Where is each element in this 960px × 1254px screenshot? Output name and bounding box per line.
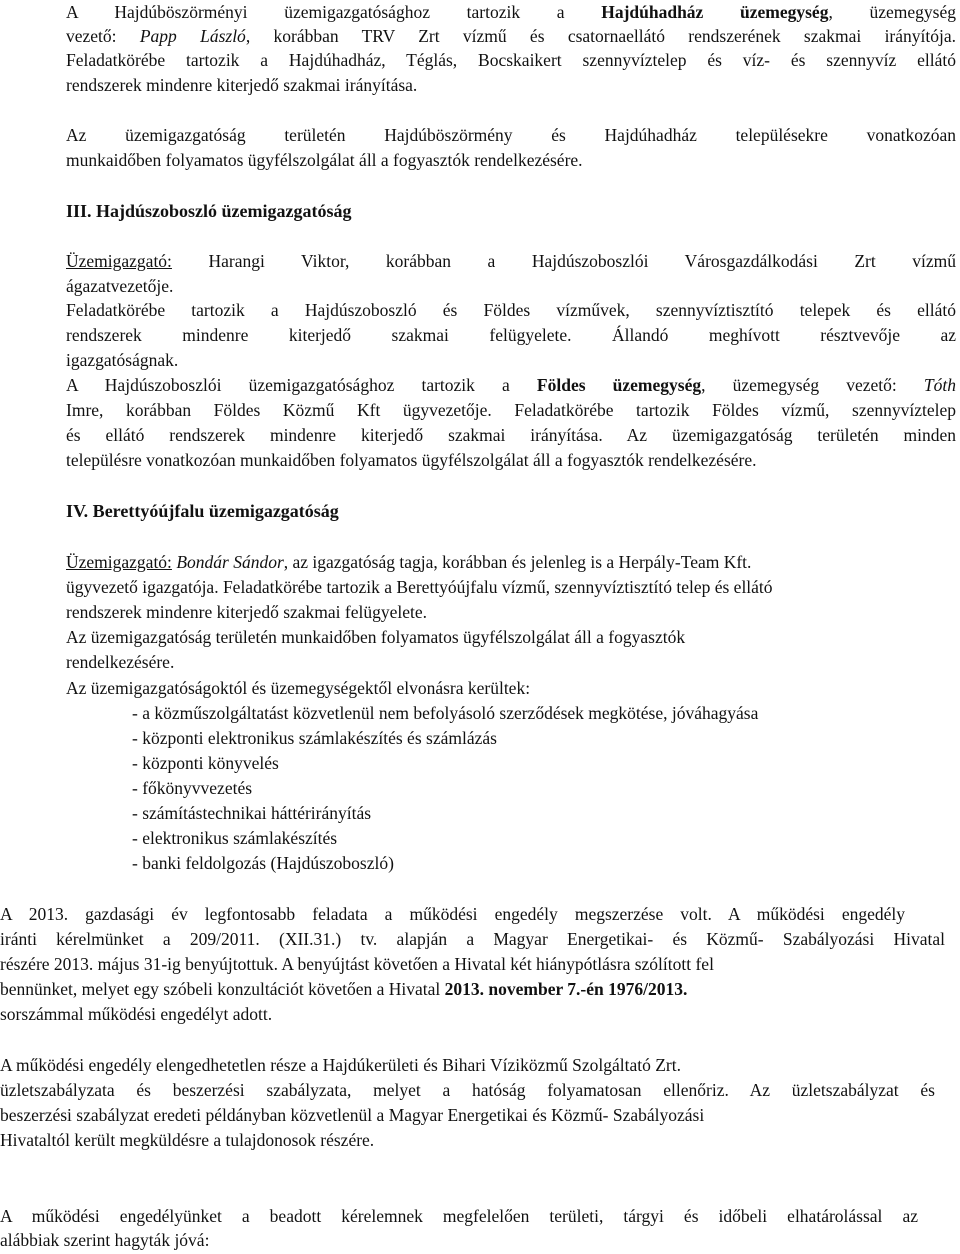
- list-item: - a közműszolgáltatást közvetlenül nem befolyásoló szerződések megkötése, jóváhagyása: [132, 703, 759, 723]
- role-label: Üzemigazgató:: [66, 552, 172, 572]
- paragraph-line: A működési engedély elengedhetetlen része a Hajdúkerületi és Bihari Víziközmű Szolgáltató Zrt.: [0, 1055, 681, 1075]
- list-item: - banki feldolgozás (Hajdúszoboszló): [132, 853, 394, 873]
- paragraph-line: rendszerek mindenre kiterjedő szakmai irányítása.: [66, 75, 418, 95]
- list-item: - elektronikus számlakészítés: [132, 828, 338, 848]
- paragraph-line: sorszámmal működési engedélyt adott.: [0, 1004, 273, 1024]
- paragraph-line: ágazatvezetője.: [66, 276, 174, 296]
- role-label: Üzemigazgató:: [66, 251, 172, 271]
- paragraph-line: A Hajdúszoboszlói üzemigazgatósághoz tartozik a Földes üzemegység, üzemegység vezető: Tóth: [66, 375, 956, 395]
- paragraph-line: igazgatóságnak.: [66, 350, 179, 370]
- person-name: Papp László: [139, 26, 246, 46]
- paragraph-line: Üzemigazgató: Bondár Sándor, az igazgatóság tagja, korábban és jelenleg is a Herpály-Team Kft.: [66, 552, 752, 572]
- section-heading: III. Hajdúszoboszló üzemigazgatóság: [66, 201, 352, 221]
- paragraph-line: településre vonatkozóan munkaidőben folyamatos ügyfélszolgálat áll a fogyasztók rendelkezésére.: [66, 450, 757, 470]
- paragraph-line: rendszerek mindenre kiterjedő szakmai felügyelete.: [66, 602, 428, 622]
- paragraph-line: iránti kérelmünket a 209/2011. (XII.31.) tv. alapján a Magyar Energetikai- és Közmű- Szabályozási Hivatal: [0, 929, 945, 949]
- section-heading: IV. Berettyóújfalu üzemigazgatóság: [66, 501, 339, 521]
- paragraph-line: A Hajdúböszörményi üzemigazgatósághoz tartozik a Hajdúhadház üzemegység, üzemegység: [66, 2, 956, 22]
- paragraph-line: Üzemigazgató: Harangi Viktor, korábban a Hajdúszoboszlói Városgazdálkodási Zrt vízmű: [66, 251, 956, 271]
- paragraph-line: ügyvezető igazgatója. Feladatkörébe tartozik a Berettyóújfalu vízmű, szennyvíztisztító telep és ellátó: [66, 577, 773, 597]
- list-item: - számítástechnikai háttérirányítás: [132, 803, 372, 823]
- list-item: - főkönyvvezetés: [132, 778, 253, 798]
- paragraph-line: Az üzemigazgatóság területén munkaidőben folyamatos ügyfélszolgálat áll a fogyasztók: [66, 627, 686, 647]
- paragraph-line: Az üzemigazgatóságoktól és üzemegységektől elvonásra kerültek:: [66, 678, 531, 698]
- paragraph-line: alábbiak szerint hagyták jóvá:: [0, 1230, 210, 1250]
- paragraph-line: részére 2013. május 31-ig benyújtottuk. A benyújtást követően a Hivatal két hiánypótlásra szólított fel: [0, 954, 714, 974]
- paragraph-line: Hivataltól került megküldésre a tulajdonosok részére.: [0, 1130, 375, 1150]
- permit-date: 2013. november 7.-én 1976/2013.: [444, 979, 688, 999]
- paragraph-line: Imre, korábban Földes Közmű Kft ügyvezetője. Feladatkörébe tartozik Földes vízmű, szennyvíztelep: [66, 400, 956, 420]
- paragraph-line: és ellátó rendszerek mindenre kiterjedő szakmai irányítása. Az üzemigazgatóság területén minden: [66, 425, 956, 445]
- paragraph-line: rendszerek mindenre kiterjedő szakmai felügyelete. Állandó meghívott résztvevője az: [66, 325, 956, 345]
- paragraph-line: Az üzemigazgatóság területén Hajdúböszörmény és Hajdúhadház településekre vonatkozóan: [66, 125, 956, 145]
- paragraph-line: bennünket, melyet egy szóbeli konzultációt követően a Hivatal 2013. november 7.-én 1976/2013.: [0, 979, 688, 999]
- paragraph-line: üzletszabályzata és beszerzési szabályzata, melyet a hatóság folyamatosan ellenőriz. Az üzletszabályzat és: [0, 1080, 935, 1100]
- paragraph-line: Feladatkörébe tartozik a Hajdúhadház, Téglás, Bocskaikert szennyvíztelep és víz- és szennyvíz ellátó: [66, 50, 956, 70]
- person-name: Tóth: [923, 375, 956, 395]
- paragraph-line: munkaidőben folyamatos ügyfélszolgálat áll a fogyasztók rendelkezésére.: [66, 150, 583, 170]
- paragraph-line: rendelkezésére.: [66, 652, 175, 672]
- person-name: Bondár Sándor: [176, 552, 284, 572]
- paragraph-line: A 2013. gazdasági év legfontosabb feladata a működési engedély megszerzése volt. A működési engedély: [0, 904, 905, 924]
- list-item: - központi könyvelés: [132, 753, 279, 773]
- paragraph-line: beszerzési szabályzat eredeti példányban közvetlenül a Magyar Energetikai és Közmű- Szabályozási: [0, 1105, 705, 1125]
- unit-name: Földes üzemegység: [536, 375, 702, 395]
- paragraph-line: Feladatkörébe tartozik a Hajdúszoboszló és Földes vízművek, szennyvíztisztító telepek és ellátó: [66, 300, 956, 320]
- paragraph-line: vezető: Papp László, korábban TRV Zrt vízmű és csatornaellátó rendszerének szakmai irányítója.: [66, 26, 956, 46]
- unit-name: Hajdúhadház üzemegység: [601, 2, 829, 22]
- list-item: - központi elektronikus számlakészítés és számlázás: [132, 728, 497, 748]
- paragraph-line: A működési engedélyünket a beadott kérelemnek megfelelően területi, tárgyi és időbeli elhatárolással az: [0, 1206, 918, 1226]
